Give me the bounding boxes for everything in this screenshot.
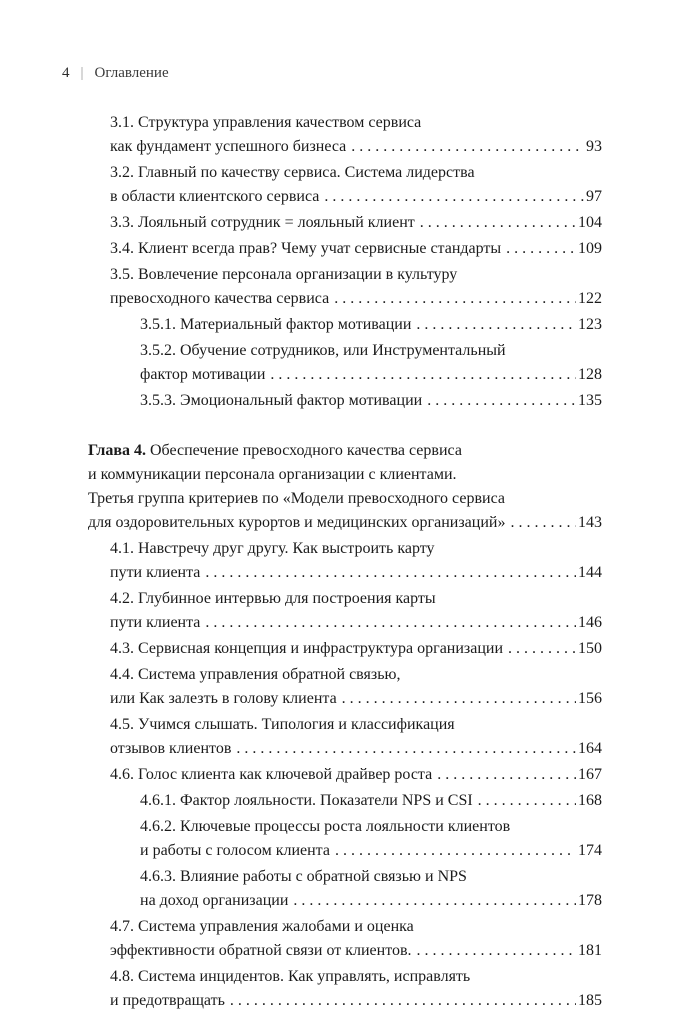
toc-text: 3.5.1. Материальный фактор мотивации: [140, 316, 412, 333]
toc-text: 4.6. Голос клиента как ключевой драйвер роста: [110, 766, 433, 783]
dot-leader: [351, 135, 584, 159]
toc-list: [0, 82, 682, 1013]
toc-line: [110, 713, 602, 737]
dot-leader: [417, 939, 576, 963]
page-number: 181: [578, 942, 602, 959]
dot-leader: [334, 287, 576, 311]
toc-text: превосходного качества сервиса: [110, 290, 330, 307]
page-number: 109: [578, 240, 602, 257]
page-number: 123: [578, 316, 602, 333]
dot-leader: [478, 789, 576, 813]
toc-line: [110, 663, 602, 687]
toc-text: 3.1. Структура управления качеством сервиса: [110, 114, 422, 131]
toc-line: [110, 965, 602, 989]
page-number: 104: [578, 214, 602, 231]
toc-entry: [110, 763, 602, 787]
toc-text: 4.3. Сервисная концепция и инфраструктура организации: [110, 640, 504, 657]
toc-text: отзывов клиентов: [110, 740, 232, 757]
toc-text: для оздоровительных курортов и медицинских организаций»: [88, 514, 506, 531]
toc-text: фактор мотивации: [140, 366, 266, 383]
toc-text: или Как залезть в голову клиента: [110, 690, 337, 707]
toc-line: [110, 111, 602, 135]
toc-line: [110, 263, 602, 287]
toc-text: Третья группа критериев по «Модели превосходного сервиса: [88, 490, 505, 507]
toc-entry: [110, 237, 602, 261]
toc-text: 4.7. Система управления жалобами и оценка: [110, 918, 414, 935]
toc-line: [110, 237, 602, 261]
toc-text: и коммуникации персонала организации с клиентами.: [88, 466, 457, 483]
toc-entry: [140, 815, 602, 863]
dot-leader: [427, 389, 576, 413]
toc-line: [110, 915, 602, 939]
toc-line: [140, 313, 602, 337]
page-number: 97: [586, 188, 602, 205]
toc-text: 3.5.2. Обучение сотрудников, или Инструментальный: [140, 342, 506, 359]
toc-line: [140, 889, 602, 913]
toc-line: [110, 611, 602, 635]
toc-line: [110, 687, 602, 711]
toc-text: пути клиента: [110, 564, 201, 581]
dot-leader: [506, 237, 576, 261]
running-head-title: Оглавление: [94, 65, 169, 81]
dot-leader: [230, 989, 576, 1013]
page-number: 167: [578, 766, 602, 783]
toc-entry: [110, 637, 602, 661]
toc-text: Глава 4. Обеспечение превосходного качества сервиса: [88, 442, 462, 459]
dot-leader: [205, 561, 576, 585]
toc-line: [110, 287, 602, 311]
page-number: 128: [578, 366, 602, 383]
toc-entry: [110, 713, 602, 761]
toc-entry: [140, 865, 602, 913]
dot-leader: [293, 889, 576, 913]
toc-text: в области клиентского сервиса: [110, 188, 320, 205]
toc-text: 4.2. Глубинное интервью для построения карты: [110, 590, 436, 607]
toc-entry: [110, 111, 602, 159]
toc-line: [110, 561, 602, 585]
toc-text: 4.5. Учимся слышать. Типология и классификация: [110, 716, 455, 733]
toc-entry: [140, 339, 602, 387]
toc-text: 3.5. Вовлечение персонала организации в культуру: [110, 266, 458, 283]
page-number: 143: [578, 514, 602, 531]
toc-entry: [110, 211, 602, 235]
toc-line: [110, 161, 602, 185]
page-number: 185: [578, 992, 602, 1009]
toc-text: 4.8. Система инцидентов. Как управлять, исправлять: [110, 968, 471, 985]
toc-line: [110, 763, 602, 787]
toc-line: [110, 737, 602, 761]
page-number: 135: [578, 392, 602, 409]
toc-text: пути клиента: [110, 614, 201, 631]
page-number: 174: [578, 842, 602, 859]
toc-line: [140, 789, 602, 813]
toc-line: [88, 487, 602, 511]
page-number: 178: [578, 892, 602, 909]
toc-text: и работы с голосом клиента: [140, 842, 330, 859]
running-head-separator: |: [80, 65, 84, 81]
dot-leader: [270, 363, 576, 387]
toc-line: [88, 463, 602, 487]
running-head: [0, 0, 682, 82]
toc-line: [110, 637, 602, 661]
toc-entry: [110, 161, 602, 209]
toc-text: 3.3. Лояльный сотрудник = лояльный клиент: [110, 214, 415, 231]
page-number: 164: [578, 740, 602, 757]
toc-entry: [140, 789, 602, 813]
page-number: 122: [578, 290, 602, 307]
toc-line: [140, 339, 602, 363]
toc-entry: [110, 663, 602, 711]
toc-text: 4.1. Навстречу друг другу. Как выстроить карту: [110, 540, 435, 557]
toc-line: [140, 865, 602, 889]
toc-entry: [110, 537, 602, 585]
dot-leader: [342, 687, 576, 711]
toc-entry: [110, 587, 602, 635]
toc-line: [88, 511, 602, 535]
toc-text: эффективности обратной связи от клиентов.: [110, 942, 412, 959]
toc-text: 3.2. Главный по качеству сервиса. Система лидерства: [110, 164, 475, 181]
toc-line: [110, 185, 602, 209]
page-number: 156: [578, 690, 602, 707]
toc-line: [110, 537, 602, 561]
toc-text: и предотвращать: [110, 992, 225, 1009]
toc-entry: [140, 389, 602, 413]
toc-entry: [140, 313, 602, 337]
toc-line: [140, 363, 602, 387]
toc-entry: [110, 263, 602, 311]
toc-line: [110, 135, 602, 159]
toc-line: [88, 439, 602, 463]
toc-text: 4.6.2. Ключевые процессы роста лояльности клиентов: [140, 818, 511, 835]
dot-leader: [510, 511, 576, 535]
toc-text: 3.5.3. Эмоциональный фактор мотивации: [140, 392, 423, 409]
toc-entry: [110, 965, 602, 1013]
page-number: 146: [578, 614, 602, 631]
page-folio: 4: [62, 65, 70, 81]
dot-leader: [416, 313, 576, 337]
toc-text: 4.6.3. Влияние работы с обратной связью и NPS: [140, 868, 467, 885]
toc-line: [140, 815, 602, 839]
toc-text: как фундамент успешного бизнеса: [110, 138, 347, 155]
toc-line: [110, 989, 602, 1013]
toc-line: [110, 211, 602, 235]
dot-leader: [420, 211, 576, 235]
toc-line: [140, 839, 602, 863]
toc-line: [110, 587, 602, 611]
toc-line: [110, 939, 602, 963]
toc-entry: [88, 439, 602, 535]
dot-leader: [324, 185, 584, 209]
dot-leader: [508, 637, 576, 661]
page-number: 144: [578, 564, 602, 581]
dot-leader: [236, 737, 576, 761]
toc-text: 4.6.1. Фактор лояльности. Показатели NPS и CSI: [140, 792, 473, 809]
toc-entry: [110, 915, 602, 963]
dot-leader: [205, 611, 576, 635]
toc-line: [140, 389, 602, 413]
dot-leader: [437, 763, 576, 787]
page-number: 168: [578, 792, 602, 809]
chapter-label: Глава 4.: [88, 442, 150, 459]
page-number: 93: [586, 138, 602, 155]
dot-leader: [335, 839, 576, 863]
toc-text: 3.4. Клиент всегда прав? Чему учат сервисные стандарты: [110, 240, 502, 257]
page-number: 150: [578, 640, 602, 657]
toc-text: 4.4. Система управления обратной связью,: [110, 666, 401, 683]
toc-text: на доход организации: [140, 892, 289, 909]
